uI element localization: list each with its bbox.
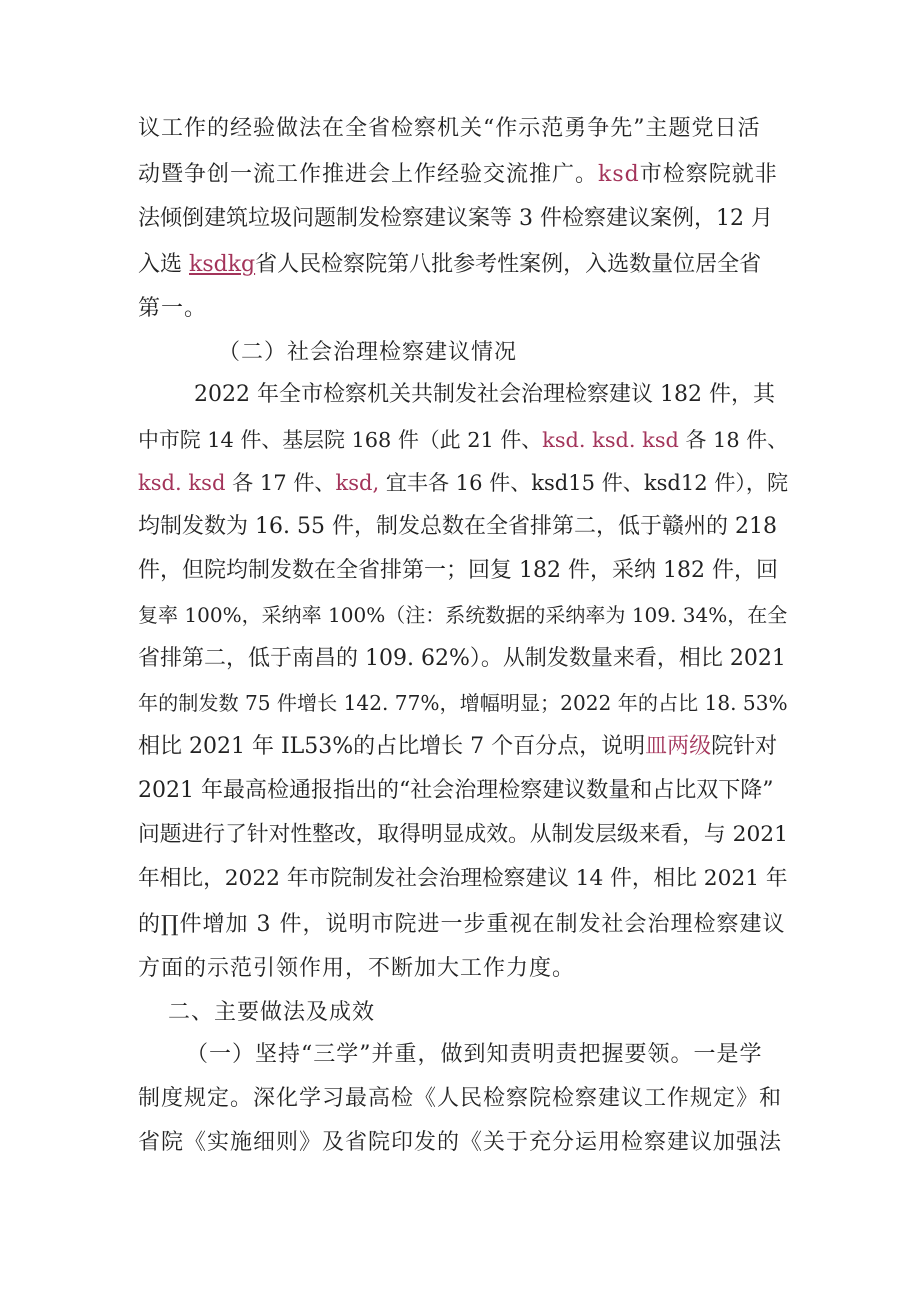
text-run: 入选 xyxy=(138,252,189,277)
text-run: 2021 年最高检通报指出的“社会治理检察建议数量和占比双下降” xyxy=(138,778,774,803)
paragraph-line xyxy=(138,600,788,630)
text-run: 均制发数为 16. 55 件，制发总数在全省排第二，低于赣州的 218 xyxy=(138,514,777,539)
paragraph-line xyxy=(138,820,788,850)
text-run: 院针对 xyxy=(711,734,778,759)
text-run: 各 18 件、 xyxy=(678,428,788,452)
text-run: 各 17 件、 xyxy=(225,470,336,495)
text-run: 动暨争创一流工作推进会上作经验交流推广。 xyxy=(138,162,599,187)
text-run: 省排第二，低于南昌的 109. 62%）。从制发数量来看，相比 2021 xyxy=(138,646,786,671)
highlighted-text: ksd. ksd xyxy=(138,470,226,495)
paragraph-line xyxy=(194,380,788,410)
text-run: 制度规定。深化学习最高检《人民检察院检察建议工作规定》和 xyxy=(138,1086,783,1111)
text-run: 2022 年全市检察机关共制发社会治理检察建议 182 件，其 xyxy=(194,382,775,407)
section-heading xyxy=(218,338,778,368)
text-run: 复率 100%，采纳率 100%（注：系统数据的采纳率为 109. 34%，在全 xyxy=(138,603,788,627)
paragraph-line xyxy=(138,204,788,234)
highlighted-text: 皿两级 xyxy=(645,734,712,759)
text-run: 件，但院均制发数在全省排第一；回复 182 件，采纳 182 件，回 xyxy=(138,558,778,583)
paragraph-line xyxy=(138,1084,788,1114)
paragraph-line xyxy=(138,910,788,940)
text-run: （一）坚持“三学”并重，做到知责明责把握要领。一是学 xyxy=(186,1042,763,1067)
paragraph-line xyxy=(138,864,788,894)
paragraph-line xyxy=(138,776,788,806)
text-run: 宜丰各 16 件、ksd15 件、ksd12 件），院 xyxy=(379,470,788,495)
text-run: 年相比，2022 年市院制发社会治理检察建议 14 件，相比 2021 年 xyxy=(138,866,788,891)
text-run: 省人民检察院第八批参考性案例，入选数量位居全省 xyxy=(255,252,762,277)
paragraph-line xyxy=(138,954,788,984)
paragraph-line xyxy=(138,160,788,190)
section-heading xyxy=(168,998,788,1028)
paragraph-line xyxy=(138,114,788,144)
paragraph-line xyxy=(138,250,788,280)
text-run: 省院《实施细则》及省院印发的《关于充分运用检察建议加强法 xyxy=(138,1130,783,1155)
paragraph-line xyxy=(138,512,788,542)
text-run: 法倾倒建筑垃圾问题制发检察建议案等 3 件检察建议案例，12 月 xyxy=(138,206,773,231)
underlined-link-text[interactable]: ksdkg xyxy=(189,252,256,277)
text-run: 问题进行了针对性整改，取得明显成效。从制发层级来看，与 2021 xyxy=(138,822,788,847)
highlighted-text: ksd xyxy=(598,162,640,187)
highlighted-text: ksd. ksd. ksd xyxy=(542,428,679,452)
text-run: 市检察院就非 xyxy=(639,162,778,187)
paragraph-line xyxy=(138,468,788,498)
text-run: 相比 2021 年 IL53%的占比增长 7 个百分点，说明 xyxy=(138,734,646,759)
text-run: 方面的示范引领作用，不断加大工作力度。 xyxy=(138,956,576,981)
text-run: 中市院 14 件、基层院 168 件（此 21 件、 xyxy=(138,428,543,452)
paragraph-line xyxy=(138,425,788,455)
highlighted-text: ksd, xyxy=(335,470,380,495)
paragraph-line xyxy=(138,294,788,324)
paragraph-line xyxy=(138,1128,788,1158)
text-run: 第一。 xyxy=(138,296,208,321)
paragraph-line xyxy=(138,644,788,674)
paragraph-line xyxy=(138,732,788,762)
text-run: 的∏件增加 3 件，说明市院进一步重视在制发社会治理检察建议 xyxy=(138,912,786,937)
heading-text: （二）社会治理检察建议情况 xyxy=(218,340,518,365)
text-run: 年的制发数 75 件增长 142. 77%，增幅明显；2022 年的占比 18. 53% xyxy=(138,691,788,715)
paragraph-line xyxy=(138,556,788,586)
paragraph-line xyxy=(186,1040,788,1070)
text-run: 议工作的经验做法在全省检察机关“作示范勇争先”主题党日活 xyxy=(138,116,761,141)
paragraph-line xyxy=(138,688,788,718)
heading-text: 二、主要做法及成效 xyxy=(168,1000,376,1025)
